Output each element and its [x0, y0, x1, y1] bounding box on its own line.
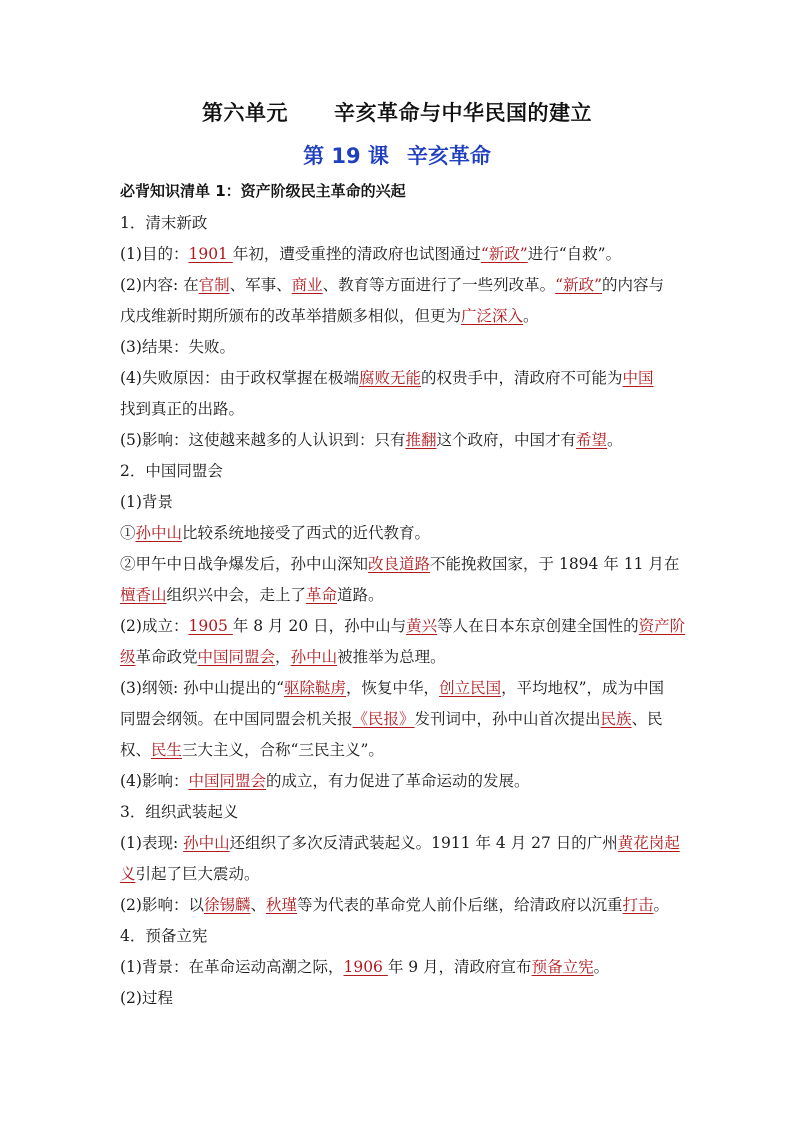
unit-number: 第六单元 [202, 101, 288, 125]
fill-in-answer: 孙中山 [183, 834, 230, 852]
line-text: 、 [250, 896, 266, 914]
fill-in-answer: 革命 [306, 586, 338, 604]
line-text: 。 [523, 307, 539, 325]
fill-in-answer: 孙中山 [290, 648, 338, 666]
line-text: 这个政府，中国才有 [436, 431, 576, 449]
lesson-title [0, 140, 794, 170]
line-text: 年 9 月，清政府宣布 [387, 958, 532, 976]
line-text: 、教育等方面进行了一些列改革。 [322, 276, 556, 294]
lesson-name: 辛亥革命 [406, 144, 491, 168]
line-text: (4)失败原因：由于政权掌握在极端 [120, 369, 359, 387]
line-text: 的权贵手中，清政府不可能为 [420, 369, 623, 387]
line-text: 找到真正的出路。 [120, 400, 245, 418]
fill-in-answer: 官制 [198, 276, 230, 294]
line-text: ， [275, 648, 291, 666]
fill-in-answer: 徐锡麟 [203, 896, 251, 914]
fill-in-answer: 黄花岗起 [617, 834, 680, 852]
fill-in-answer: 改良道路 [368, 555, 431, 573]
line-text: ，恢复中华， [346, 679, 440, 697]
text-line [120, 363, 676, 394]
line-text: ②甲午中日战争爆发后，孙中山深知 [120, 555, 369, 573]
text-line [120, 704, 676, 735]
line-text: 进行“自救”。 [527, 245, 622, 263]
fill-in-answer: 资产阶 [638, 617, 686, 635]
line-text: 等为代表的革命党人前仆后继，给清政府以沉重 [297, 896, 623, 914]
line-text: 4．预备立宪 [120, 927, 208, 945]
line-text: 被推举为总理。 [337, 648, 446, 666]
text-line [120, 301, 676, 332]
line-text: 权、 [120, 741, 152, 759]
fill-in-answer: 广泛深入 [461, 307, 524, 325]
line-text: 。 [653, 896, 670, 914]
line-text: 比较系统地接受了西式的近代教育。 [182, 524, 431, 542]
text-line [120, 394, 676, 425]
fill-in-answer: 预备立宪 [531, 958, 594, 976]
text-line [120, 735, 676, 766]
line-text: 不能挽救国家，于 1894 年 11 月在 [430, 555, 680, 573]
fill-in-answer: 级 [120, 648, 136, 666]
text-line [120, 828, 680, 859]
line-text: (1)背景 [120, 493, 173, 511]
line-text: 道路。 [337, 586, 384, 604]
line-text: (2)内容: 在 [120, 276, 199, 294]
fill-in-answer: 1905 [188, 617, 233, 635]
line-text: (5)影响：这使越来越多的人认识到：只有 [120, 431, 406, 449]
line-text: ，平均地权”，成为中国 [501, 679, 665, 697]
line-text: 2．中国同盟会 [120, 462, 223, 480]
text-line [120, 859, 676, 890]
line-text: 同盟会纲领。在中国同盟会机关报 [120, 710, 353, 728]
line-text: (1)表现: [120, 834, 184, 852]
line-text: (2)过程 [120, 989, 173, 1007]
fill-in-answer: 中国 [622, 369, 654, 387]
fill-in-answer: 1906 [343, 958, 388, 976]
text-line [120, 425, 676, 456]
line-text: (2)影响：以 [120, 896, 204, 914]
text-line [120, 549, 680, 580]
section-heading: 必背知识清单 1：资产阶级民主革命的兴起 [120, 182, 406, 200]
line-text: 。 [593, 958, 610, 976]
line-text: 戊戌维新时期所颁布的改革举措颇多相似，但更为 [120, 307, 462, 325]
text-line [120, 239, 676, 270]
line-text: 组织兴中会，走上了 [166, 586, 307, 604]
line-text: 革命政党 [135, 648, 198, 666]
unit-name: 辛亥革命与中华民国的建立 [334, 101, 592, 125]
text-line [120, 952, 676, 983]
line-text: (1)背景：在革命运动高潮之际， [120, 958, 344, 976]
text-line [120, 642, 676, 673]
fill-in-answer: 民生 [151, 741, 183, 759]
text-line [120, 456, 676, 487]
text-line [120, 270, 676, 301]
line-text: 、军事、 [229, 276, 292, 294]
line-text: (1)目的： [120, 245, 189, 263]
line-text: 的内容与 [602, 276, 665, 294]
unit-title [0, 97, 794, 127]
lesson-number: 第 19 课 [303, 144, 389, 168]
fill-in-answer: “新政” [555, 276, 603, 294]
text-line [120, 921, 676, 952]
fill-in-answer: 腐败无能 [358, 369, 421, 387]
text-line [120, 766, 676, 797]
line-text: 的成立，有力促进了革命运动的发展。 [265, 772, 530, 790]
fill-in-answer: 《民报》 [352, 710, 415, 728]
text-line [120, 518, 676, 549]
text-line [120, 797, 676, 828]
line-text: 。 [607, 431, 623, 449]
text-line [120, 580, 676, 611]
line-text: 引起了巨大震动。 [135, 865, 260, 883]
line-text: (4)影响： [120, 772, 189, 790]
fill-in-answer: 中国同盟会 [188, 772, 266, 790]
fill-in-answer: 孙中山 [135, 524, 183, 542]
fill-in-answer: 义 [120, 865, 136, 883]
line-text: (3)结果：失败。 [120, 338, 235, 356]
text-line [120, 673, 676, 704]
fill-in-answer: 秋瑾 [266, 896, 298, 914]
line-text: 年 8 月 20 日，孙中山与 [232, 617, 407, 635]
line-text: 还组织了多次反清武装起义。1911 年 4 月 27 日的广州 [229, 834, 618, 852]
text-line [120, 208, 676, 239]
line-text: 、民 [631, 710, 663, 728]
fill-in-answer: 打击 [622, 896, 654, 914]
fill-in-answer: 商业 [291, 276, 323, 294]
line-text: ① [120, 524, 136, 542]
line-text: 等人在日本东京创建全国性的 [437, 617, 639, 635]
line-text: 三大主义，合称“三民主义”。 [182, 741, 384, 759]
line-text: 发刊词中，孙中山首次提出 [414, 710, 601, 728]
text-line [120, 332, 676, 363]
fill-in-answer: 创立民国 [439, 679, 502, 697]
line-text: 3．组织武装起义 [120, 803, 239, 821]
line-text: (2)成立： [120, 617, 189, 635]
fill-in-answer: “新政” [480, 245, 528, 263]
line-text: 1．清末新政 [120, 214, 208, 232]
fill-in-answer: 黄兴 [406, 617, 438, 635]
fill-in-answer: 檀香山 [120, 586, 167, 604]
text-line [120, 890, 676, 921]
line-text: (3)纲领: 孙中山提出的“ [120, 679, 285, 697]
fill-in-answer: 中国同盟会 [197, 648, 276, 666]
document-body [120, 208, 686, 1014]
text-line [120, 611, 686, 642]
fill-in-answer: 1901 [188, 245, 233, 263]
fill-in-answer: 民族 [600, 710, 632, 728]
fill-in-answer: 希望 [576, 431, 608, 449]
text-line [120, 983, 676, 1014]
line-text: 年初，遭受重挫的清政府也试图通过 [232, 245, 481, 263]
fill-in-answer: 驱除鞑虏 [284, 679, 347, 697]
text-line [120, 487, 676, 518]
fill-in-answer: 推翻 [405, 431, 437, 449]
